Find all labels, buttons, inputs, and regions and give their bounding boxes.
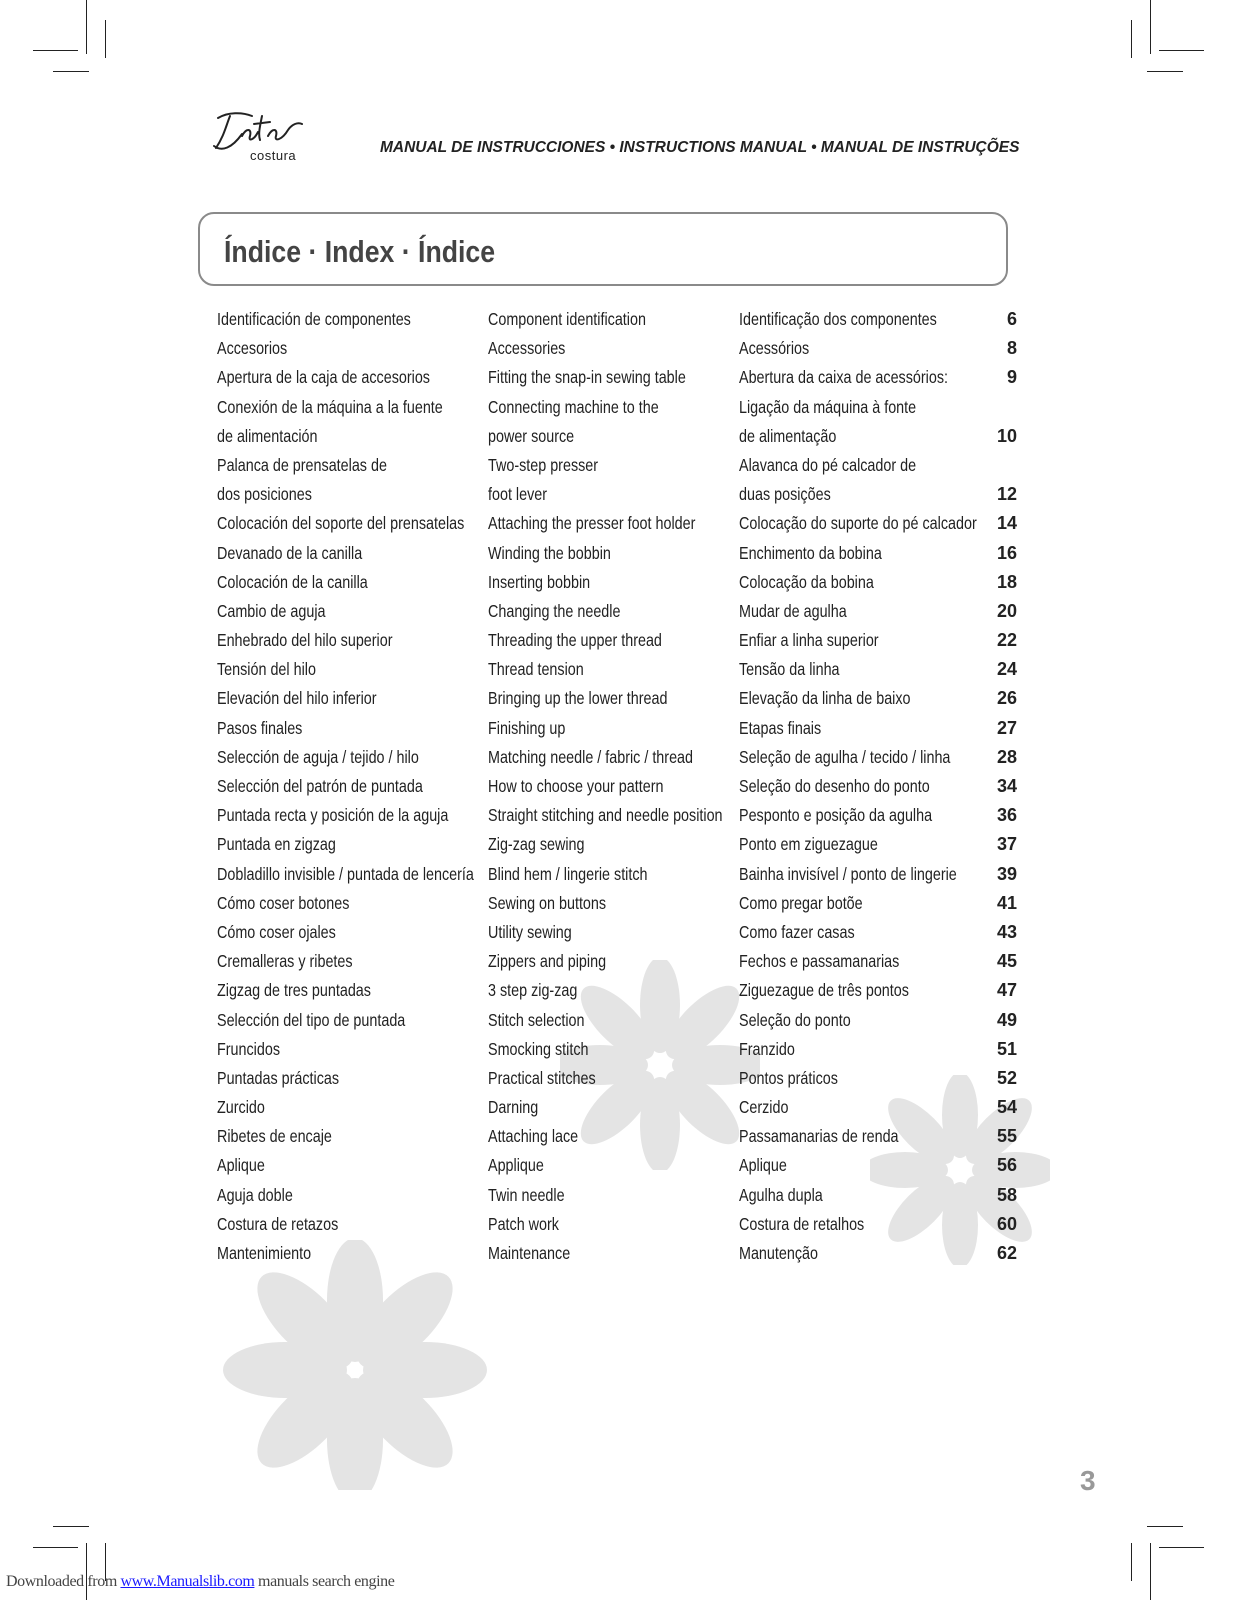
toc-entry-pt: Como pregar botõe: [739, 892, 863, 913]
toc-page-number: 26: [996, 688, 1017, 709]
crop-mark: [1159, 50, 1204, 51]
toc-entry-en: Finishing up: [488, 717, 566, 738]
toc-entry-es: Selección del patrón de puntada: [217, 776, 423, 796]
toc-entry-pt: Agulha dupla: [739, 1184, 823, 1205]
toc-entry-en: Darning: [488, 1097, 539, 1118]
toc-page-number: 9: [1006, 367, 1017, 388]
toc-page-number: 14: [996, 513, 1017, 534]
footer-prefix: Downloaded from: [6, 1573, 121, 1590]
toc-entry-pt: duas posições: [739, 484, 831, 505]
toc-entry-es: Pasos finales: [217, 717, 303, 738]
toc-entry-es: Palanca de prensatelas de: [217, 454, 387, 475]
toc-page-number: 58: [996, 1184, 1017, 1205]
crop-mark: [1131, 20, 1132, 58]
toc-row: [217, 451, 1017, 480]
toc-entry-en: Attaching lace: [488, 1126, 579, 1147]
toc-page-number: 52: [996, 1067, 1017, 1088]
toc-page-number: 49: [996, 1009, 1017, 1030]
toc-entry-es: Identificación de componentes: [217, 309, 411, 329]
toc-row: [217, 393, 1017, 422]
toc-row: [217, 801, 1017, 830]
crop-mark: [86, 0, 87, 54]
toc-entry-pt: Seleção de agulha / tecido / linha: [739, 746, 951, 767]
header-manual-title: MANUAL DE INSTRUCCIONES • INSTRUCTIONS MANUAL • MANUAL DE INSTRUÇÕES: [380, 139, 1020, 156]
toc-entry-en: power source: [488, 425, 575, 446]
toc-entry-es: Cómo coser ojales: [217, 921, 336, 942]
toc-entry-en: Practical stitches: [488, 1067, 596, 1088]
toc-page-number: 60: [996, 1213, 1017, 1234]
toc-entry-en: Matching needle / fabric / thread: [488, 746, 694, 767]
toc-page-number: 54: [996, 1097, 1017, 1118]
crop-mark: [1159, 1547, 1204, 1548]
toc-page-number: 6: [1006, 309, 1017, 329]
manualslib-link[interactable]: www.Manualslib.com: [120, 1573, 255, 1590]
toc-page-number: 37: [996, 834, 1017, 855]
toc-row: [217, 714, 1017, 743]
toc-entry-en: Stitch selection: [488, 1009, 585, 1030]
toc-entry-es: Colocación del soporte del prensatelas: [217, 513, 465, 534]
toc-entry-es: Puntada en zigzag: [217, 834, 336, 855]
toc-page-number: 8: [1006, 338, 1017, 359]
toc-entry-es: Zurcido: [217, 1097, 265, 1118]
toc-entry-es: Apertura de la caja de accesorios: [217, 367, 430, 388]
toc-entry-es: Costura de retazos: [217, 1213, 339, 1234]
toc-entry-es: Zigzag de tres puntadas: [217, 980, 371, 1001]
page-number: 3: [1080, 1465, 1096, 1496]
toc-page-number: 12: [996, 484, 1017, 505]
footer-suffix: manuals search engine: [254, 1573, 395, 1590]
toc-page-number: 27: [996, 717, 1017, 738]
toc-entry-en: Fitting the snap-in sewing table: [488, 367, 686, 388]
toc-entry-pt: Elevação da linha de baixo: [739, 688, 911, 709]
toc-page-number: 16: [996, 542, 1017, 563]
toc-page-number: 51: [996, 1038, 1017, 1059]
crop-mark: [1150, 0, 1151, 54]
toc-entry-pt: Tensão da linha: [739, 659, 840, 680]
toc-entry-pt: Pesponto e posição da agulha: [739, 805, 933, 826]
toc-entry-pt: Identificação dos componentes: [739, 309, 937, 329]
toc-row: [217, 976, 1017, 1005]
toc-page-number: 28: [996, 746, 1017, 767]
toc-entry-en: Thread tension: [488, 659, 584, 680]
toc-entry-en: Straight stitching and needle position: [488, 805, 723, 826]
toc-entry-es: Devanado de la canilla: [217, 542, 363, 563]
toc-page-number: 18: [996, 571, 1017, 592]
toc-row: [217, 830, 1017, 859]
toc-entry-pt: Franzido: [739, 1038, 795, 1059]
toc-entry-pt: Manutenção: [739, 1243, 818, 1263]
footer-download-note: [6, 1573, 394, 1591]
toc-entry-es: Colocación de la canilla: [217, 571, 368, 592]
index-title: Índice · Index · Índice: [224, 234, 496, 269]
toc-row: [217, 334, 1017, 363]
toc-row: [217, 743, 1017, 772]
toc-entry-pt: de alimentação: [739, 425, 837, 446]
toc-entry-en: Two-step presser: [488, 454, 599, 475]
toc-entry-pt: Etapas finais: [739, 717, 822, 738]
toc-row: [217, 1210, 1017, 1239]
toc-entry-pt: Seleção do desenho do ponto: [739, 776, 930, 796]
toc-entry-en: Attaching the presser foot holder: [488, 513, 696, 534]
toc-row: [217, 947, 1017, 976]
toc-entry-pt: Abertura da caixa de acessórios:: [739, 367, 948, 388]
toc-entry-en: Blind hem / lingerie stitch: [488, 863, 648, 884]
toc-entry-en: Sewing on buttons: [488, 892, 607, 913]
toc-entry-en: Bringing up the lower thread: [488, 688, 668, 709]
toc-entry-es: Enhebrado del hilo superior: [217, 630, 393, 651]
toc-row: [217, 480, 1017, 509]
toc-entry-en: Inserting bobbin: [488, 571, 591, 592]
toc-entry-pt: Acessórios: [739, 338, 810, 359]
toc-row: [217, 889, 1017, 918]
toc-page-number: 34: [996, 776, 1017, 796]
crop-mark: [1147, 71, 1183, 72]
toc-entry-es: Cremalleras y ribetes: [217, 951, 353, 972]
toc-entry-en: Smocking stitch: [488, 1038, 589, 1059]
toc-entry-pt: Bainha invisível / ponto de lingerie: [739, 863, 957, 884]
toc-entry-en: Patch work: [488, 1213, 559, 1234]
toc-entry-es: Puntada recta y posición de la aguja: [217, 805, 449, 826]
toc-page-number: 55: [996, 1126, 1017, 1147]
toc-row: [217, 1239, 1017, 1268]
toc-entry-pt: Ligação da máquina à fonte: [739, 396, 917, 417]
toc-entry-pt: Como fazer casas: [739, 921, 855, 942]
toc-row: [217, 305, 1017, 334]
toc-row: [217, 655, 1017, 684]
toc-entry-es: Dobladillo invisible / puntada de lencería: [217, 863, 474, 884]
toc-entry-es: de alimentación: [217, 425, 318, 446]
crop-mark: [53, 1526, 89, 1527]
toc-entry-en: Maintenance: [488, 1243, 571, 1263]
toc-entry-es: Tensión del hilo: [217, 659, 316, 680]
toc-entry-es: Conexión de la máquina a la fuente: [217, 396, 443, 417]
toc-row: [217, 568, 1017, 597]
toc-entry-en: foot lever: [488, 484, 548, 505]
toc-entry-es: Accesorios: [217, 338, 288, 359]
toc-row: [217, 1006, 1017, 1035]
toc-row: [217, 1122, 1017, 1151]
toc-entry-en: Utility sewing: [488, 921, 572, 942]
toc-entry-es: Aguja doble: [217, 1184, 293, 1205]
toc-entry-es: Cambio de aguja: [217, 600, 326, 621]
logo-subtitle: costura: [250, 148, 297, 163]
toc-entry-en: Applique: [488, 1155, 544, 1176]
toc-page-number: 41: [996, 892, 1017, 913]
crop-mark: [1150, 1543, 1151, 1600]
toc-page-number: 10: [996, 425, 1017, 446]
toc-entry-pt: Costura de retalhos: [739, 1213, 865, 1234]
toc-entry-pt: Pontos práticos: [739, 1067, 838, 1088]
toc-entry-en: Component identification: [488, 309, 646, 329]
toc-row: [217, 918, 1017, 947]
toc-entry-en: Threading the upper thread: [488, 630, 662, 651]
toc-entry-pt: Ponto em ziguezague: [739, 834, 878, 855]
toc-row: [217, 1035, 1017, 1064]
toc-entry-en: Winding the bobbin: [488, 542, 611, 563]
toc-entry-es: Aplique: [217, 1155, 265, 1176]
toc-row: [217, 597, 1017, 626]
toc-entry-es: dos posiciones: [217, 484, 312, 505]
toc-entry-en: 3 step zig-zag: [488, 980, 578, 1001]
toc-entry-pt: Fechos e passamanarias: [739, 951, 900, 972]
toc-entry-pt: Enfiar a linha superior: [739, 630, 879, 651]
toc-page-number: 43: [996, 921, 1017, 942]
toc-entry-pt: Cerzido: [739, 1097, 789, 1118]
toc-entry-en: Zig-zag sewing: [488, 834, 585, 855]
toc-entry-en: Accessories: [488, 338, 566, 359]
toc-entry-en: How to choose your pattern: [488, 776, 664, 796]
toc-entry-pt: Aplique: [739, 1155, 787, 1176]
crop-mark: [33, 50, 78, 51]
crop-mark: [53, 71, 89, 72]
toc-entry-en: Zippers and piping: [488, 951, 607, 972]
toc-entry-en: Connecting machine to the: [488, 396, 659, 417]
toc-row: [217, 539, 1017, 568]
crop-mark: [1147, 1526, 1183, 1527]
toc-entry-pt: Enchimento da bobina: [739, 542, 882, 563]
toc-entry-es: Selección del tipo de puntada: [217, 1009, 406, 1030]
toc-page-number: 36: [996, 805, 1017, 826]
toc-row: [217, 1181, 1017, 1210]
toc-entry-en: Twin needle: [488, 1184, 565, 1205]
toc-entry-pt: Colocação do suporte do pé calcador: [739, 513, 977, 534]
toc-page-number: 62: [996, 1243, 1017, 1263]
toc-page-number: 22: [996, 630, 1017, 651]
toc-row: [217, 684, 1017, 713]
toc-page-number: 47: [996, 980, 1017, 1001]
index-title-frame: [198, 212, 1008, 286]
toc-row: [217, 772, 1017, 801]
toc-row: [217, 1064, 1017, 1093]
toc-row: [217, 1151, 1017, 1180]
toc-row: [217, 363, 1017, 392]
toc-entry-pt: Colocação da bobina: [739, 571, 874, 592]
toc-entry-es: Selección de aguja / tejido / hilo: [217, 746, 419, 767]
table-of-contents: [217, 305, 1017, 1268]
crop-mark: [1131, 1543, 1132, 1581]
toc-entry-es: Cómo coser botones: [217, 892, 350, 913]
flower-decoration-large: [205, 1240, 505, 1490]
toc-entry-es: Elevación del hilo inferior: [217, 688, 377, 709]
toc-page-number: 20: [996, 600, 1017, 621]
jata-costura-logo: [212, 112, 312, 168]
toc-entry-pt: Mudar de agulha: [739, 600, 847, 621]
toc-page-number: 56: [996, 1155, 1017, 1176]
toc-row: [217, 1093, 1017, 1122]
crop-mark: [105, 20, 106, 58]
toc-entry-es: Ribetes de encaje: [217, 1126, 332, 1147]
toc-entry-es: Fruncidos: [217, 1038, 281, 1059]
toc-page-number: 24: [996, 659, 1017, 680]
toc-entry-pt: Alavanca do pé calcador de: [739, 454, 917, 475]
toc-page-number: 39: [996, 863, 1017, 884]
toc-row: [217, 422, 1017, 451]
toc-entry-pt: Seleção do ponto: [739, 1009, 851, 1030]
toc-entry-pt: Passamanarias de renda: [739, 1126, 899, 1147]
toc-entry-en: Changing the needle: [488, 600, 621, 621]
toc-entry-pt: Ziguezague de três pontos: [739, 980, 909, 1001]
crop-mark: [33, 1547, 78, 1548]
toc-entry-es: Mantenimiento: [217, 1243, 312, 1263]
toc-page-number: 45: [996, 951, 1017, 972]
logo-script-icon: [212, 112, 304, 152]
toc-row: [217, 860, 1017, 889]
toc-entry-es: Puntadas prácticas: [217, 1067, 340, 1088]
toc-row: [217, 626, 1017, 655]
crop-mark: [86, 1543, 87, 1600]
toc-row: [217, 509, 1017, 538]
